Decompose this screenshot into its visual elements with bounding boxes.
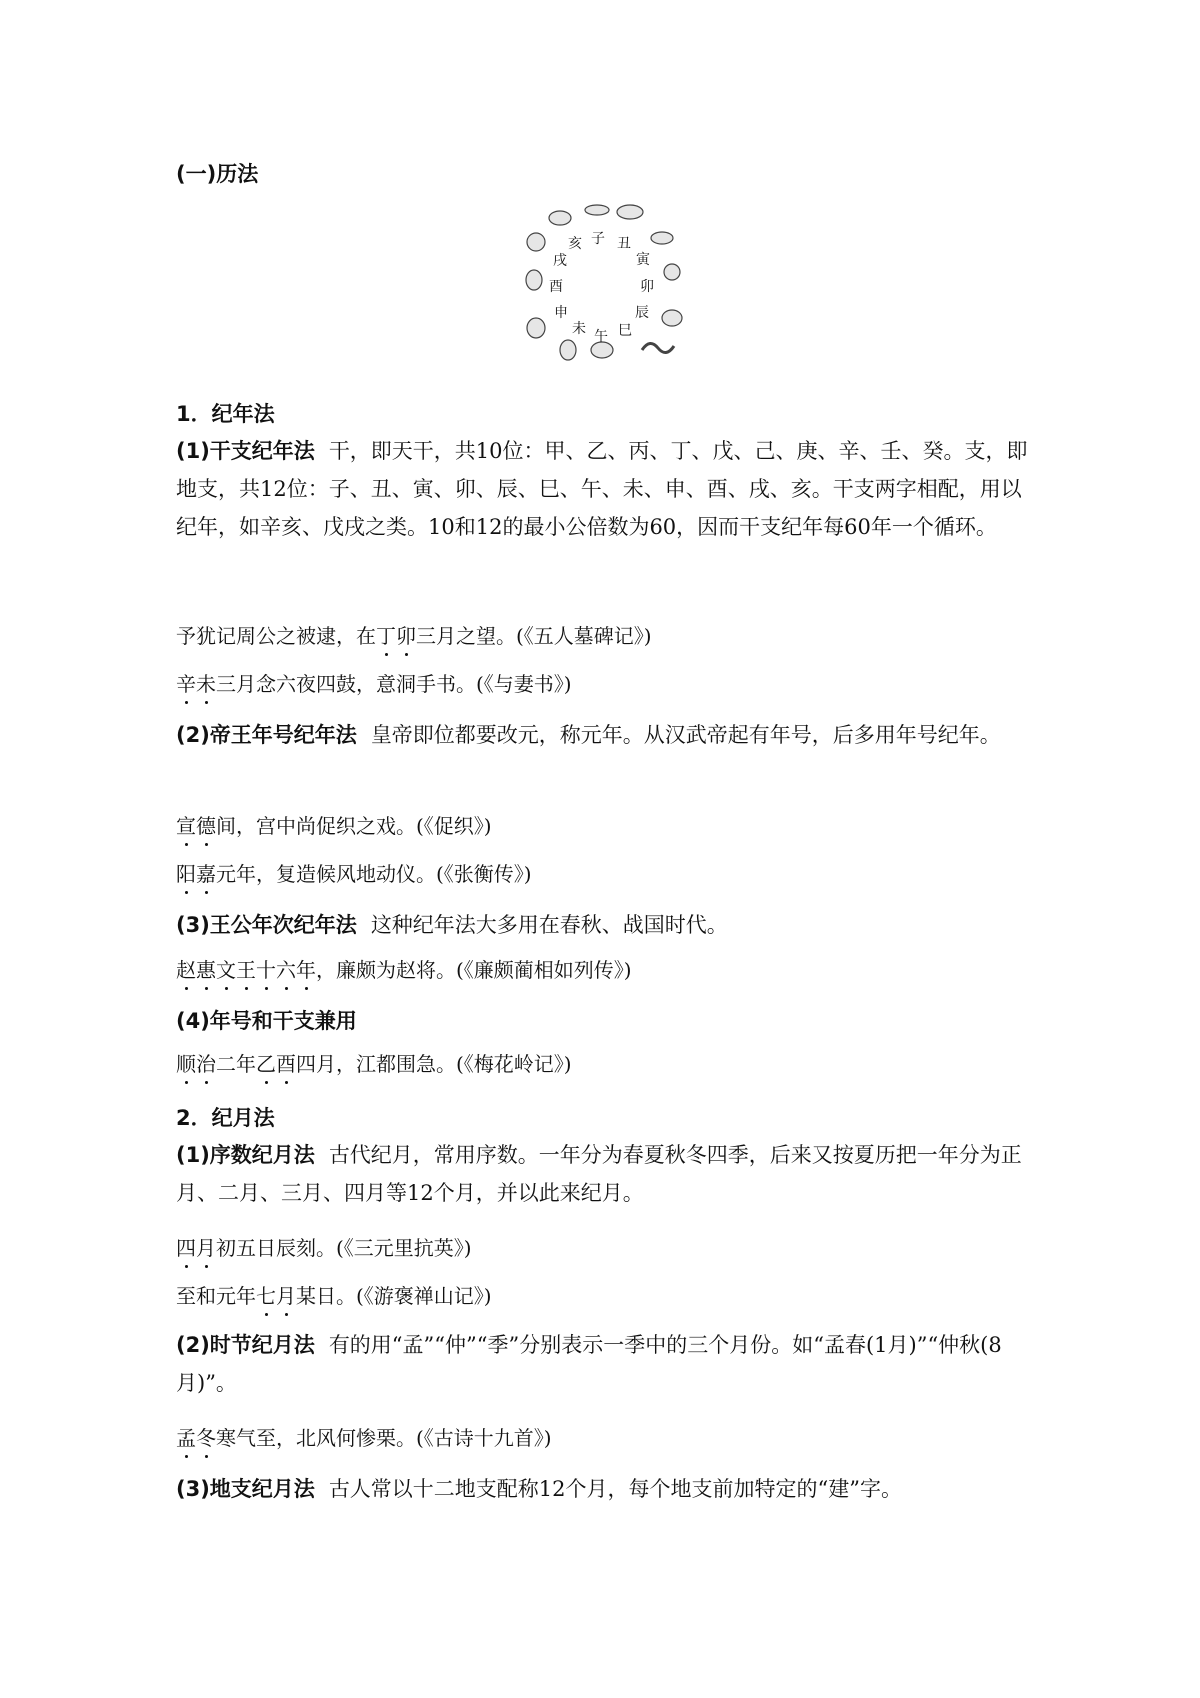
zodiac-wheel-figure (522, 200, 698, 376)
emphasis-dotted: 丁卯 (376, 624, 416, 648)
nianhao-label: (2)帝王年号纪年法 (176, 723, 357, 747)
branch-label: 未 (572, 321, 586, 337)
section-title: (一)历法 (176, 162, 259, 186)
ox-icon (617, 205, 643, 219)
dizhi-text: 古人常以十二地支配称12个月，每个地支前加特定的“建”字。 (328, 1477, 903, 1501)
emphasis-dotted: 宣德 (176, 814, 216, 838)
dizhi-label: (3)地支纪月法 (176, 1477, 315, 1501)
shijie-label: (2)时节纪月法 (176, 1333, 315, 1357)
tiger-icon (651, 232, 673, 244)
heading-yuefa: 2．纪月法 (176, 1106, 275, 1130)
paragraph-dizhi (176, 1470, 1038, 1508)
xushu-text: 古代纪月，常用序数。一年分为春夏秋冬四季，后来又按夏历把一年分为正月、二月、三月、四月等12个月，并以此来纪月。 (176, 1143, 1022, 1205)
earthly-branch-labels (549, 231, 654, 345)
paragraph-nianhao (176, 716, 1038, 754)
ganzhi-text: 干，即天干，共10位：甲、乙、丙、丁、戊、己、庚、辛、壬、癸。支，即地支，共12位：子、丑、寅、卯、辰、巳、午、未、申、酉、戌、亥。干支两字相配，用以纪年，如辛亥、戊戌之类。10和12的最小公倍数为60，因而干支纪年每60年一个循环。 (176, 439, 1028, 539)
quote-yu-qi-shu: 辛未三月念六夜四鼓，意洞手书。(《与妻书》) (176, 668, 572, 697)
jianyong-label: (4)年号和干支兼用 (176, 1009, 357, 1033)
paragraph-jianyong (176, 1002, 1038, 1040)
emphasis-dotted: 阳嘉 (176, 862, 216, 886)
quote-gushi-shijiu: 孟冬寒气至，北风何惨栗。(《古诗十九首》) (176, 1422, 552, 1451)
paragraph-ganzhi (176, 432, 1038, 546)
wanggong-text: 这种纪年法大多用在春秋、战国时代。 (370, 913, 728, 937)
rooster-icon (526, 270, 542, 290)
heading-nianfa: 1．纪年法 (176, 402, 275, 426)
quote-cuzhi: 宣德间，宫中尚促织之戏。(《促织》) (176, 810, 492, 839)
quote-lianpo: 赵惠文王十六年，廉颇为赵将。(《廉颇蔺相如列传》) (176, 954, 632, 983)
goat-icon (560, 340, 576, 360)
branch-label: 子 (591, 231, 605, 247)
branch-label: 亥 (568, 236, 582, 252)
xushu-label: (1)序数纪月法 (176, 1143, 315, 1167)
branch-label: 寅 (636, 252, 650, 268)
snake-icon (642, 343, 674, 352)
emphasis-dotted: 顺治 (176, 1052, 216, 1076)
branch-label: 丑 (617, 236, 631, 252)
branch-label: 巳 (618, 323, 632, 339)
emphasis-dotted: 辛未 (176, 672, 216, 696)
monkey-icon (527, 318, 545, 338)
dragon-icon (662, 310, 682, 326)
quote-zhangheng: 阳嘉元年，复造候风地动仪。(《张衡传》) (176, 858, 532, 887)
quote-meihualing: 顺治二年乙酉四月，江都围急。(《梅花岭记》) (176, 1048, 572, 1077)
paragraph-xushu (176, 1136, 1038, 1212)
dog-icon (527, 233, 545, 251)
nianhao-text: 皇帝即位都要改元，称元年。从汉武帝起有年号，后多用年号纪年。 (370, 723, 1001, 747)
quote-wuren-mubei: 予犹记周公之被逮，在丁卯三月之望。(《五人墓碑记》) (176, 620, 652, 649)
ganzhi-label: (1)干支纪年法 (176, 439, 315, 463)
rabbit-icon (664, 264, 680, 280)
branch-label: 午 (594, 329, 608, 345)
paragraph-wanggong (176, 906, 1038, 944)
branch-label: 申 (554, 305, 568, 321)
branch-label: 辰 (635, 305, 649, 321)
emphasis-dotted: 四月 (176, 1236, 216, 1260)
emphasis-dotted: 乙酉 (256, 1052, 296, 1076)
rat-icon (585, 205, 609, 215)
wanggong-label: (3)王公年次纪年法 (176, 913, 357, 937)
emphasis-dotted: 赵惠文王十六年 (176, 958, 316, 982)
emphasis-dotted: 孟冬 (176, 1426, 216, 1450)
shijie-text: 有的用“孟”“仲”“季”分别表示一季中的三个月份。如“孟春(1月)”“仲秋(8月)”。 (176, 1333, 1002, 1395)
branch-label: 卯 (640, 279, 654, 295)
paragraph-shijie (176, 1326, 1038, 1402)
quote-sanyuanli: 四月初五日辰刻。(《三元里抗英》) (176, 1232, 472, 1261)
pig-icon (549, 211, 571, 225)
emphasis-dotted: 七月 (256, 1284, 296, 1308)
branch-label: 戌 (553, 253, 567, 269)
quote-baochanshan: 至和元年七月某日。(《游褒禅山记》) (176, 1280, 492, 1309)
branch-label: 酉 (549, 279, 563, 295)
